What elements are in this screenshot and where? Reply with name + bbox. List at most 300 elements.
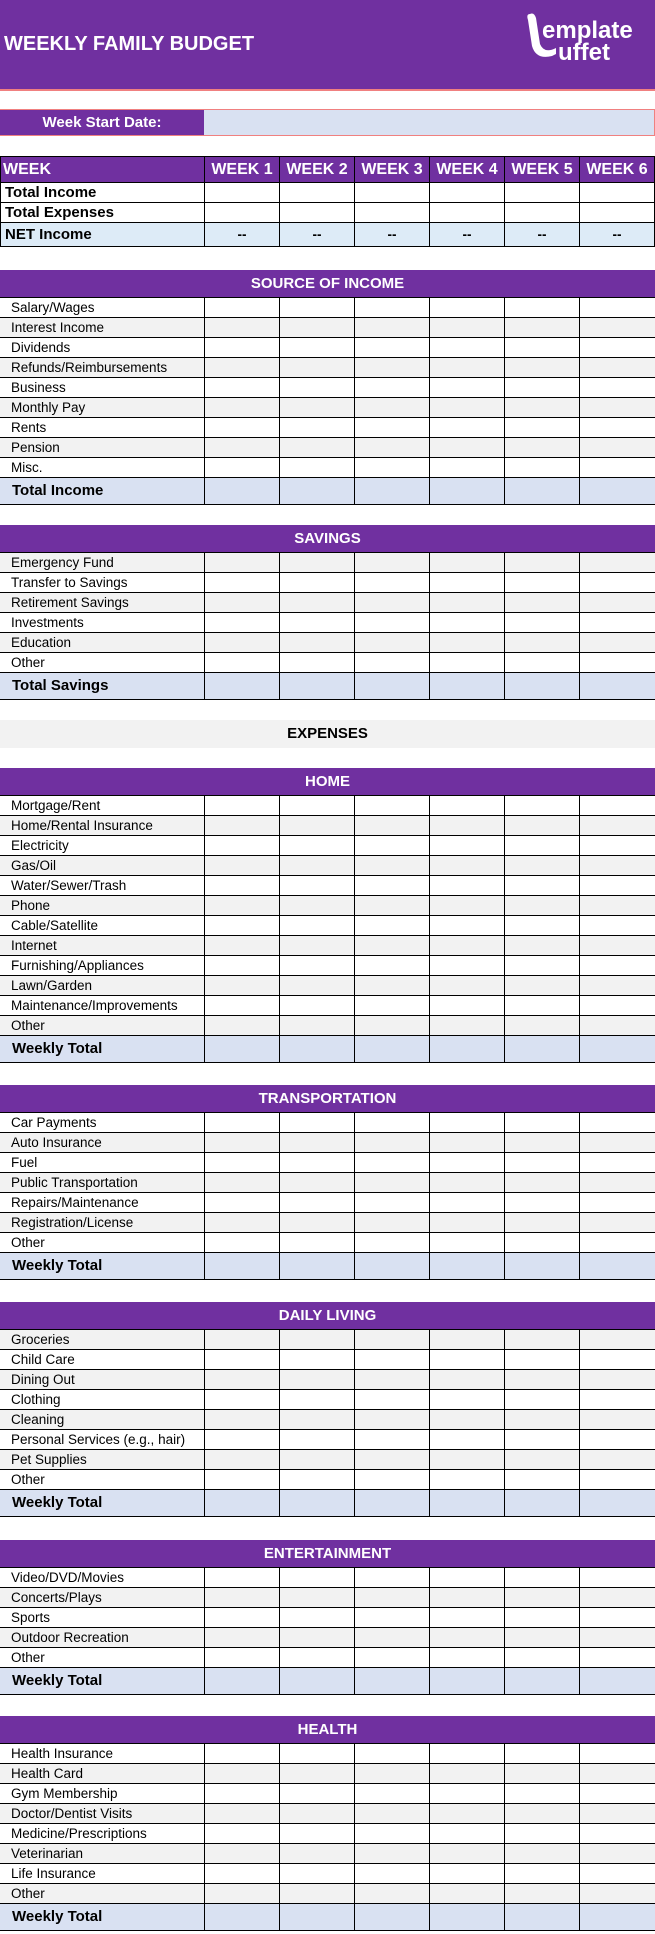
week-5-cell[interactable] bbox=[505, 1152, 580, 1172]
week-3-cell[interactable] bbox=[354, 1132, 429, 1152]
week-3-cell[interactable] bbox=[355, 592, 430, 612]
week-5-cell[interactable] bbox=[505, 995, 580, 1015]
cell[interactable] bbox=[280, 203, 355, 223]
week-5-cell[interactable] bbox=[505, 572, 580, 592]
week-4-cell[interactable] bbox=[430, 1389, 505, 1409]
week-1-cell[interactable] bbox=[204, 317, 279, 337]
week-1-cell[interactable] bbox=[204, 915, 279, 935]
week-4-cell[interactable] bbox=[430, 297, 505, 317]
week-1-cell[interactable] bbox=[204, 1823, 279, 1843]
week-5-cell[interactable] bbox=[505, 1172, 580, 1192]
week-3-cell[interactable] bbox=[355, 1803, 430, 1823]
week-3-cell[interactable] bbox=[355, 632, 430, 652]
week-1-cell[interactable] bbox=[204, 975, 279, 995]
week-2-total-cell[interactable] bbox=[279, 1489, 354, 1516]
week-3-cell[interactable] bbox=[354, 1389, 429, 1409]
week-3-cell[interactable] bbox=[355, 1763, 430, 1783]
week-1-cell[interactable] bbox=[204, 1429, 279, 1449]
week-6-total-cell[interactable] bbox=[580, 672, 655, 699]
week-2-cell[interactable] bbox=[279, 337, 354, 357]
week-2-total-cell[interactable] bbox=[279, 1252, 354, 1279]
week-3-cell[interactable] bbox=[355, 1627, 430, 1647]
week-5-cell[interactable] bbox=[505, 815, 580, 835]
week-6-cell[interactable] bbox=[580, 895, 655, 915]
cell[interactable]: -- bbox=[280, 223, 355, 247]
week-2-cell[interactable] bbox=[279, 397, 354, 417]
cell[interactable] bbox=[205, 183, 280, 203]
week-4-cell[interactable] bbox=[430, 1409, 505, 1429]
week-4-cell[interactable] bbox=[430, 1783, 505, 1803]
week-1-cell[interactable] bbox=[204, 652, 279, 672]
week-5-cell[interactable] bbox=[505, 1212, 580, 1232]
week-4-cell[interactable] bbox=[430, 1132, 505, 1152]
week-3-cell[interactable] bbox=[354, 935, 429, 955]
week-1-cell[interactable] bbox=[204, 417, 279, 437]
week-2-total-cell[interactable] bbox=[279, 1667, 354, 1694]
week-5-cell[interactable] bbox=[505, 1192, 580, 1212]
week-1-cell[interactable] bbox=[204, 1587, 279, 1607]
week-1-cell[interactable] bbox=[204, 1843, 279, 1863]
week-5-cell[interactable] bbox=[505, 795, 580, 815]
week-4-cell[interactable] bbox=[430, 835, 505, 855]
cell[interactable] bbox=[205, 203, 280, 223]
week-1-total-cell[interactable] bbox=[204, 1252, 279, 1279]
week-5-cell[interactable] bbox=[505, 1843, 580, 1863]
week-4-cell[interactable] bbox=[430, 592, 505, 612]
week-4-cell[interactable] bbox=[430, 1469, 505, 1489]
week-6-cell[interactable] bbox=[580, 1152, 655, 1172]
week-1-cell[interactable] bbox=[204, 1647, 279, 1667]
week-2-cell[interactable] bbox=[279, 1152, 354, 1172]
week-2-cell[interactable] bbox=[279, 1132, 354, 1152]
week-4-cell[interactable] bbox=[430, 1803, 505, 1823]
week-1-cell[interactable] bbox=[204, 1232, 279, 1252]
week-4-cell[interactable] bbox=[430, 1152, 505, 1172]
week-6-cell[interactable] bbox=[580, 457, 655, 477]
week-3-cell[interactable] bbox=[354, 1329, 429, 1349]
week-4-total-cell[interactable] bbox=[430, 1489, 505, 1516]
week-5-total-cell[interactable] bbox=[505, 1903, 580, 1930]
week-1-cell[interactable] bbox=[204, 1567, 279, 1587]
week-2-cell[interactable] bbox=[279, 935, 354, 955]
week-3-total-cell[interactable] bbox=[354, 1035, 429, 1062]
week-2-total-cell[interactable] bbox=[279, 672, 354, 699]
week-4-cell[interactable] bbox=[430, 935, 505, 955]
week-5-cell[interactable] bbox=[505, 297, 580, 317]
week-6-cell[interactable] bbox=[580, 955, 655, 975]
week-1-cell[interactable] bbox=[204, 835, 279, 855]
week-1-cell[interactable] bbox=[204, 795, 279, 815]
week-1-cell[interactable] bbox=[204, 895, 279, 915]
week-6-cell[interactable] bbox=[580, 1627, 655, 1647]
week-4-cell[interactable] bbox=[430, 612, 505, 632]
week-3-cell[interactable] bbox=[355, 652, 430, 672]
week-2-cell[interactable] bbox=[279, 1172, 354, 1192]
week-3-cell[interactable] bbox=[355, 1823, 430, 1843]
week-4-cell[interactable] bbox=[430, 572, 505, 592]
week-3-cell[interactable] bbox=[355, 1567, 430, 1587]
week-4-cell[interactable] bbox=[430, 895, 505, 915]
cell[interactable]: -- bbox=[580, 223, 655, 247]
week-3-total-cell[interactable] bbox=[354, 1252, 429, 1279]
week-4-cell[interactable] bbox=[430, 457, 505, 477]
week-4-cell[interactable] bbox=[430, 1349, 505, 1369]
week-4-cell[interactable] bbox=[430, 1843, 505, 1863]
week-6-cell[interactable] bbox=[580, 632, 655, 652]
week-3-cell[interactable] bbox=[354, 875, 429, 895]
week-1-cell[interactable] bbox=[204, 1172, 279, 1192]
week-6-cell[interactable] bbox=[580, 1823, 655, 1843]
week-6-cell[interactable] bbox=[580, 1743, 655, 1763]
week-1-cell[interactable] bbox=[204, 337, 279, 357]
week-2-cell[interactable] bbox=[279, 1015, 354, 1035]
week-6-total-cell[interactable] bbox=[580, 1667, 655, 1694]
week-6-cell[interactable] bbox=[580, 1863, 655, 1883]
week-6-cell[interactable] bbox=[580, 652, 655, 672]
week-2-total-cell[interactable] bbox=[279, 1035, 354, 1062]
week-3-cell[interactable] bbox=[355, 377, 430, 397]
week-5-cell[interactable] bbox=[505, 457, 580, 477]
week-4-cell[interactable] bbox=[430, 975, 505, 995]
week-3-cell[interactable] bbox=[354, 835, 429, 855]
week-6-cell[interactable] bbox=[580, 815, 655, 835]
week-2-cell[interactable] bbox=[279, 457, 354, 477]
week-6-cell[interactable] bbox=[580, 612, 655, 632]
week-2-cell[interactable] bbox=[279, 377, 354, 397]
week-4-cell[interactable] bbox=[430, 855, 505, 875]
week-1-cell[interactable] bbox=[204, 612, 279, 632]
week-6-cell[interactable] bbox=[580, 1369, 655, 1389]
week-4-cell[interactable] bbox=[430, 1172, 505, 1192]
week-6-cell[interactable] bbox=[580, 1783, 655, 1803]
week-2-cell[interactable] bbox=[279, 995, 354, 1015]
week-5-cell[interactable] bbox=[505, 835, 580, 855]
week-3-cell[interactable] bbox=[355, 1607, 430, 1627]
week-1-cell[interactable] bbox=[204, 297, 279, 317]
week-5-cell[interactable] bbox=[505, 1469, 580, 1489]
week-6-cell[interactable] bbox=[580, 1647, 655, 1667]
week-1-cell[interactable] bbox=[204, 815, 279, 835]
week-3-cell[interactable] bbox=[355, 397, 430, 417]
cell[interactable]: -- bbox=[205, 223, 280, 247]
week-2-cell[interactable] bbox=[279, 1349, 354, 1369]
week-1-cell[interactable] bbox=[204, 1783, 279, 1803]
week-2-cell[interactable] bbox=[279, 895, 354, 915]
week-6-cell[interactable] bbox=[580, 1112, 655, 1132]
week-4-cell[interactable] bbox=[430, 632, 505, 652]
week-2-cell[interactable] bbox=[279, 1192, 354, 1212]
week-4-cell[interactable] bbox=[430, 1883, 505, 1903]
week-3-cell[interactable] bbox=[354, 895, 429, 915]
week-5-total-cell[interactable] bbox=[505, 1667, 580, 1694]
week-6-cell[interactable] bbox=[580, 397, 655, 417]
week-2-cell[interactable] bbox=[279, 1647, 354, 1667]
week-5-cell[interactable] bbox=[505, 1429, 580, 1449]
week-6-cell[interactable] bbox=[580, 975, 655, 995]
week-6-total-cell[interactable] bbox=[580, 1903, 655, 1930]
week-1-cell[interactable] bbox=[204, 935, 279, 955]
week-1-cell[interactable] bbox=[204, 457, 279, 477]
week-1-cell[interactable] bbox=[204, 855, 279, 875]
week-5-cell[interactable] bbox=[505, 895, 580, 915]
week-2-cell[interactable] bbox=[279, 1607, 354, 1627]
week-6-cell[interactable] bbox=[580, 572, 655, 592]
week-2-cell[interactable] bbox=[279, 1843, 354, 1863]
week-6-total-cell[interactable] bbox=[580, 477, 655, 504]
week-2-cell[interactable] bbox=[279, 1212, 354, 1232]
week-5-cell[interactable] bbox=[505, 377, 580, 397]
week-3-total-cell[interactable] bbox=[355, 672, 430, 699]
cell[interactable] bbox=[430, 203, 505, 223]
week-2-cell[interactable] bbox=[279, 975, 354, 995]
week-5-cell[interactable] bbox=[505, 855, 580, 875]
week-5-cell[interactable] bbox=[505, 1389, 580, 1409]
week-6-cell[interactable] bbox=[580, 1607, 655, 1627]
week-5-cell[interactable] bbox=[505, 1232, 580, 1252]
week-2-cell[interactable] bbox=[279, 1409, 354, 1429]
week-3-cell[interactable] bbox=[355, 297, 430, 317]
week-3-cell[interactable] bbox=[354, 1469, 429, 1489]
week-5-cell[interactable] bbox=[505, 1132, 580, 1152]
week-6-cell[interactable] bbox=[580, 592, 655, 612]
week-1-cell[interactable] bbox=[204, 1803, 279, 1823]
week-5-cell[interactable] bbox=[505, 1409, 580, 1429]
week-5-cell[interactable] bbox=[505, 1883, 580, 1903]
week-4-cell[interactable] bbox=[430, 1823, 505, 1843]
week-5-cell[interactable] bbox=[505, 975, 580, 995]
week-4-cell[interactable] bbox=[430, 1192, 505, 1212]
week-5-cell[interactable] bbox=[505, 632, 580, 652]
week-3-cell[interactable] bbox=[354, 955, 429, 975]
week-5-cell[interactable] bbox=[505, 552, 580, 572]
week-2-cell[interactable] bbox=[279, 552, 354, 572]
week-2-cell[interactable] bbox=[279, 1823, 354, 1843]
week-4-cell[interactable] bbox=[430, 357, 505, 377]
week-5-cell[interactable] bbox=[505, 1112, 580, 1132]
week-1-cell[interactable] bbox=[204, 1743, 279, 1763]
week-6-cell[interactable] bbox=[580, 1449, 655, 1469]
week-4-total-cell[interactable] bbox=[430, 1035, 505, 1062]
week-1-cell[interactable] bbox=[204, 1863, 279, 1883]
week-5-total-cell[interactable] bbox=[505, 1489, 580, 1516]
week-6-cell[interactable] bbox=[580, 417, 655, 437]
week-2-cell[interactable] bbox=[279, 835, 354, 855]
week-2-cell[interactable] bbox=[279, 1863, 354, 1883]
week-2-cell[interactable] bbox=[279, 1567, 354, 1587]
week-3-cell[interactable] bbox=[354, 915, 429, 935]
week-2-total-cell[interactable] bbox=[279, 477, 354, 504]
week-4-total-cell[interactable] bbox=[430, 1903, 505, 1930]
week-6-cell[interactable] bbox=[580, 1409, 655, 1429]
week-6-cell[interactable] bbox=[580, 1587, 655, 1607]
week-4-cell[interactable] bbox=[430, 1587, 505, 1607]
week-1-cell[interactable] bbox=[204, 552, 279, 572]
week-6-cell[interactable] bbox=[580, 377, 655, 397]
week-6-cell[interactable] bbox=[580, 437, 655, 457]
week-4-cell[interactable] bbox=[430, 1369, 505, 1389]
week-6-cell[interactable] bbox=[580, 835, 655, 855]
week-3-total-cell[interactable] bbox=[355, 1667, 430, 1694]
cell[interactable] bbox=[580, 183, 655, 203]
week-1-cell[interactable] bbox=[204, 1607, 279, 1627]
week-1-cell[interactable] bbox=[204, 1627, 279, 1647]
week-3-cell[interactable] bbox=[355, 1587, 430, 1607]
week-1-cell[interactable] bbox=[204, 1369, 279, 1389]
week-6-cell[interactable] bbox=[580, 1172, 655, 1192]
week-2-cell[interactable] bbox=[279, 652, 354, 672]
cell[interactable] bbox=[355, 183, 430, 203]
week-3-cell[interactable] bbox=[355, 572, 430, 592]
week-2-cell[interactable] bbox=[279, 1369, 354, 1389]
week-6-cell[interactable] bbox=[580, 1883, 655, 1903]
week-5-cell[interactable] bbox=[505, 612, 580, 632]
week-5-cell[interactable] bbox=[505, 1607, 580, 1627]
week-5-cell[interactable] bbox=[505, 1587, 580, 1607]
week-4-cell[interactable] bbox=[430, 1567, 505, 1587]
week-2-cell[interactable] bbox=[279, 297, 354, 317]
cell[interactable]: -- bbox=[355, 223, 430, 247]
week-6-total-cell[interactable] bbox=[580, 1489, 655, 1516]
week-5-cell[interactable] bbox=[505, 935, 580, 955]
week-6-cell[interactable] bbox=[580, 1232, 655, 1252]
week-1-total-cell[interactable] bbox=[204, 1489, 279, 1516]
week-2-cell[interactable] bbox=[279, 1743, 354, 1763]
week-6-cell[interactable] bbox=[580, 1803, 655, 1823]
week-2-cell[interactable] bbox=[279, 1389, 354, 1409]
week-4-cell[interactable] bbox=[430, 1112, 505, 1132]
week-5-total-cell[interactable] bbox=[505, 1252, 580, 1279]
week-3-cell[interactable] bbox=[355, 1863, 430, 1883]
week-5-cell[interactable] bbox=[505, 1369, 580, 1389]
week-3-cell[interactable] bbox=[355, 457, 430, 477]
week-2-cell[interactable] bbox=[279, 1449, 354, 1469]
week-1-cell[interactable] bbox=[204, 875, 279, 895]
week-3-cell[interactable] bbox=[354, 1449, 429, 1469]
week-1-total-cell[interactable] bbox=[204, 1667, 279, 1694]
week-1-cell[interactable] bbox=[204, 437, 279, 457]
week-3-cell[interactable] bbox=[355, 1883, 430, 1903]
week-2-cell[interactable] bbox=[279, 1883, 354, 1903]
week-5-cell[interactable] bbox=[505, 1015, 580, 1035]
week-5-cell[interactable] bbox=[505, 437, 580, 457]
week-4-cell[interactable] bbox=[430, 995, 505, 1015]
week-1-cell[interactable] bbox=[204, 592, 279, 612]
week-1-cell[interactable] bbox=[204, 1015, 279, 1035]
week-6-cell[interactable] bbox=[580, 1389, 655, 1409]
week-5-cell[interactable] bbox=[505, 1763, 580, 1783]
week-5-total-cell[interactable] bbox=[505, 1035, 580, 1062]
week-1-cell[interactable] bbox=[204, 1212, 279, 1232]
cell[interactable] bbox=[505, 183, 580, 203]
week-5-total-cell[interactable] bbox=[505, 672, 580, 699]
week-5-cell[interactable] bbox=[505, 875, 580, 895]
week-4-cell[interactable] bbox=[430, 317, 505, 337]
week-1-cell[interactable] bbox=[204, 1763, 279, 1783]
week-5-cell[interactable] bbox=[505, 1823, 580, 1843]
cell[interactable]: -- bbox=[430, 223, 505, 247]
week-3-cell[interactable] bbox=[354, 815, 429, 835]
week-3-cell[interactable] bbox=[354, 1232, 429, 1252]
week-3-cell[interactable] bbox=[355, 417, 430, 437]
week-6-cell[interactable] bbox=[580, 875, 655, 895]
week-2-cell[interactable] bbox=[279, 317, 354, 337]
week-6-cell[interactable] bbox=[580, 935, 655, 955]
week-3-cell[interactable] bbox=[355, 552, 430, 572]
week-2-total-cell[interactable] bbox=[279, 1903, 354, 1930]
week-4-cell[interactable] bbox=[430, 1763, 505, 1783]
week-3-cell[interactable] bbox=[355, 437, 430, 457]
week-6-cell[interactable] bbox=[580, 995, 655, 1015]
week-4-cell[interactable] bbox=[430, 437, 505, 457]
week-2-cell[interactable] bbox=[279, 875, 354, 895]
week-6-cell[interactable] bbox=[580, 795, 655, 815]
week-6-cell[interactable] bbox=[580, 915, 655, 935]
week-2-cell[interactable] bbox=[279, 1627, 354, 1647]
week-4-cell[interactable] bbox=[430, 1627, 505, 1647]
week-1-cell[interactable] bbox=[204, 1192, 279, 1212]
week-1-cell[interactable] bbox=[204, 995, 279, 1015]
week-5-cell[interactable] bbox=[505, 397, 580, 417]
week-2-cell[interactable] bbox=[279, 632, 354, 652]
week-1-cell[interactable] bbox=[204, 1409, 279, 1429]
cell[interactable]: -- bbox=[505, 223, 580, 247]
week-2-cell[interactable] bbox=[279, 1803, 354, 1823]
week-5-cell[interactable] bbox=[505, 1349, 580, 1369]
week-4-cell[interactable] bbox=[430, 875, 505, 895]
week-4-cell[interactable] bbox=[430, 1429, 505, 1449]
week-3-cell[interactable] bbox=[355, 357, 430, 377]
week-5-cell[interactable] bbox=[505, 1647, 580, 1667]
week-6-cell[interactable] bbox=[580, 1567, 655, 1587]
week-3-cell[interactable] bbox=[354, 1349, 429, 1369]
week-5-cell[interactable] bbox=[505, 357, 580, 377]
week-2-cell[interactable] bbox=[279, 357, 354, 377]
week-5-cell[interactable] bbox=[505, 1803, 580, 1823]
week-4-cell[interactable] bbox=[430, 955, 505, 975]
week-4-total-cell[interactable] bbox=[430, 1667, 505, 1694]
week-3-cell[interactable] bbox=[355, 1783, 430, 1803]
week-2-cell[interactable] bbox=[279, 1587, 354, 1607]
week-1-total-cell[interactable] bbox=[204, 1035, 279, 1062]
week-6-cell[interactable] bbox=[580, 552, 655, 572]
week-3-cell[interactable] bbox=[354, 1152, 429, 1172]
week-1-cell[interactable] bbox=[204, 377, 279, 397]
week-6-cell[interactable] bbox=[580, 1349, 655, 1369]
week-1-cell[interactable] bbox=[204, 1112, 279, 1132]
week-6-cell[interactable] bbox=[580, 297, 655, 317]
week-5-cell[interactable] bbox=[505, 592, 580, 612]
week-6-cell[interactable] bbox=[580, 1763, 655, 1783]
week-3-cell[interactable] bbox=[354, 1369, 429, 1389]
week-5-cell[interactable] bbox=[505, 915, 580, 935]
week-1-cell[interactable] bbox=[204, 1449, 279, 1469]
week-2-cell[interactable] bbox=[279, 1329, 354, 1349]
week-4-cell[interactable] bbox=[430, 337, 505, 357]
week-1-total-cell[interactable] bbox=[204, 1903, 279, 1930]
week-6-total-cell[interactable] bbox=[580, 1252, 655, 1279]
week-2-cell[interactable] bbox=[279, 855, 354, 875]
cell[interactable] bbox=[430, 183, 505, 203]
cell[interactable] bbox=[355, 203, 430, 223]
cell[interactable] bbox=[580, 203, 655, 223]
week-1-total-cell[interactable] bbox=[204, 477, 279, 504]
week-1-cell[interactable] bbox=[204, 632, 279, 652]
week-5-cell[interactable] bbox=[505, 1627, 580, 1647]
week-3-total-cell[interactable] bbox=[354, 1489, 429, 1516]
week-4-cell[interactable] bbox=[430, 1232, 505, 1252]
week-4-total-cell[interactable] bbox=[430, 672, 505, 699]
week-4-cell[interactable] bbox=[430, 397, 505, 417]
